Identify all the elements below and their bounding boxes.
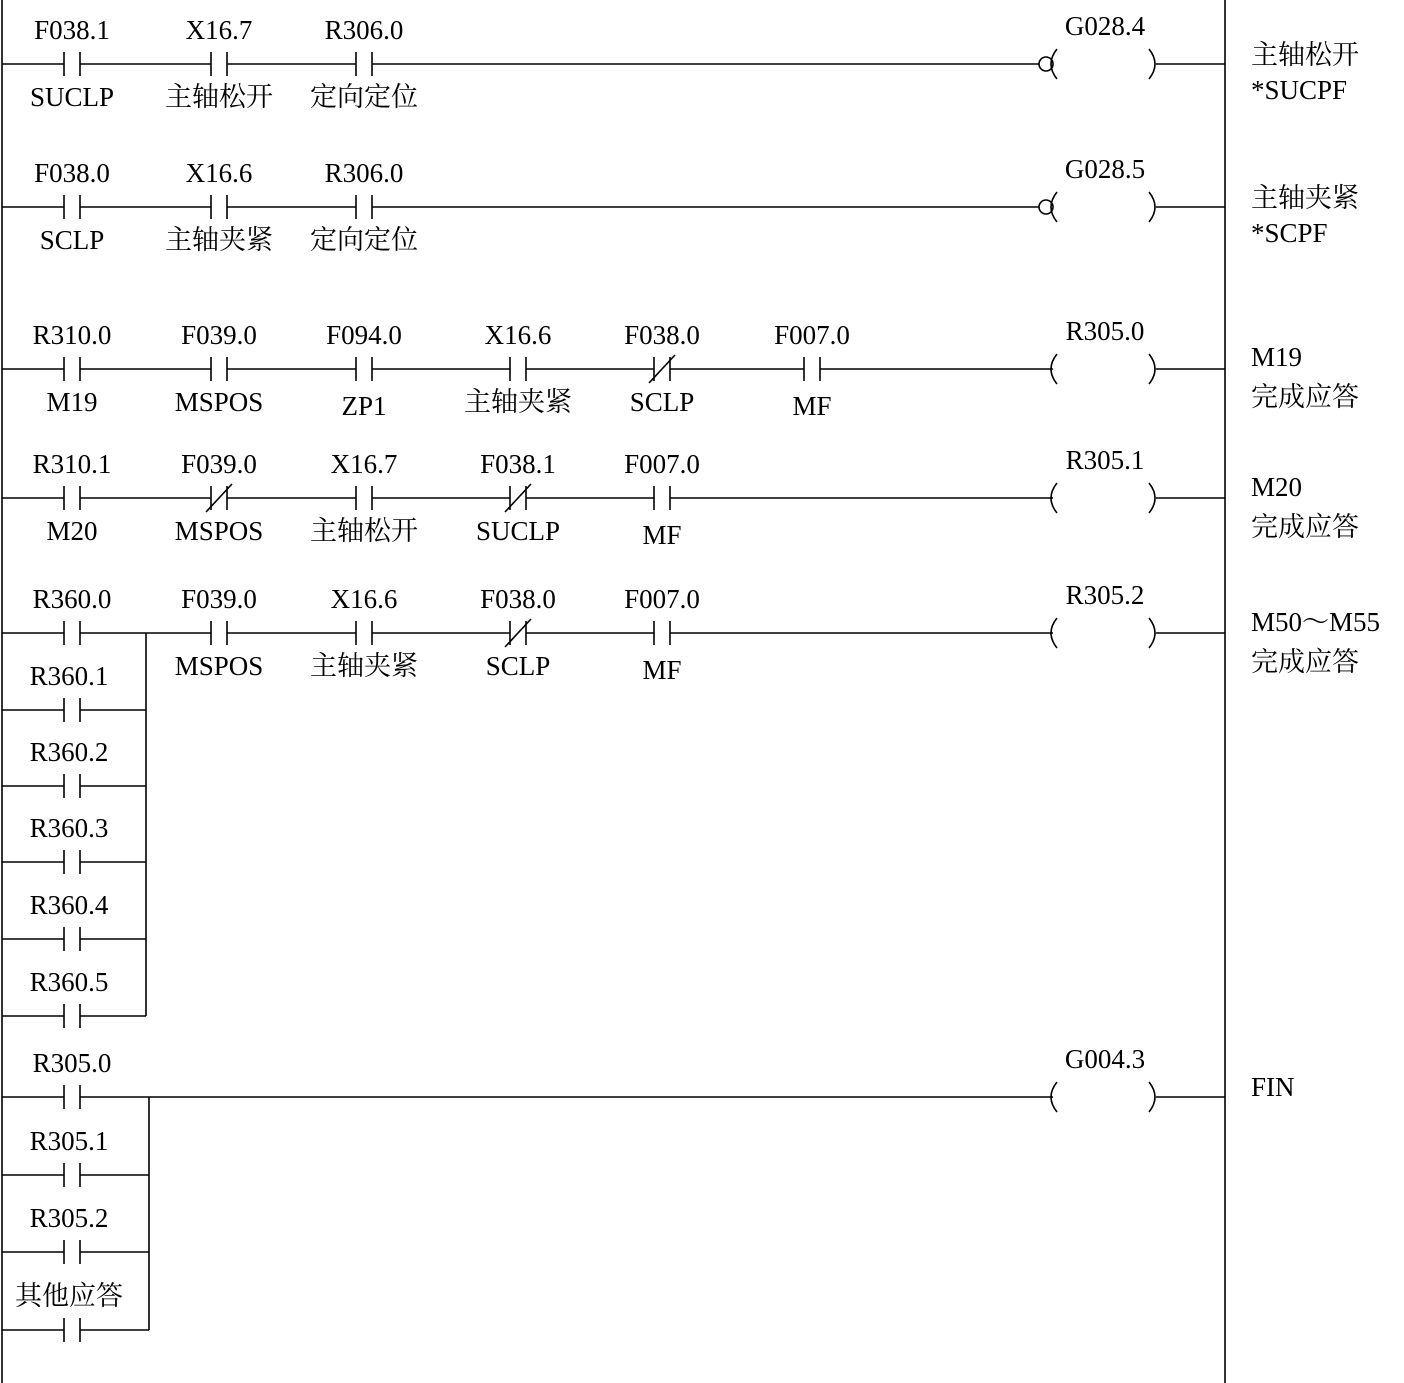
branch-contact-5-5 <box>64 1004 80 1028</box>
contact-address: F038.1 <box>480 449 556 479</box>
coil-address: G028.4 <box>1064 11 1146 41</box>
branch-contact-address: R305.2 <box>29 1203 109 1233</box>
contact-1-3 <box>356 52 372 76</box>
contact-address: F039.0 <box>181 320 257 350</box>
contact-label: 定向定位 <box>310 82 418 112</box>
contact-4-5 <box>654 486 670 510</box>
contact-label: 定向定位 <box>310 225 418 255</box>
contact-2-2 <box>211 195 227 219</box>
rung-description: 完成应答 <box>1251 382 1359 412</box>
rung-description: M20 <box>1251 472 1303 502</box>
contact-label: MF <box>642 655 682 685</box>
contact-address: F038.0 <box>480 584 556 614</box>
contact-address: X16.7 <box>185 15 253 45</box>
branch-contact-address: R360.3 <box>29 813 109 843</box>
branch-contact-5-1 <box>64 698 80 722</box>
rung-3 <box>2 316 1359 421</box>
coil-address: R305.1 <box>1065 445 1145 475</box>
contact-6-1 <box>64 1085 80 1109</box>
rung-description: *SUCPF <box>1251 75 1348 105</box>
branch-contact-address: R305.1 <box>29 1126 109 1156</box>
contact-address: R306.0 <box>324 158 404 188</box>
contact-address: F039.0 <box>181 584 257 614</box>
rung-4 <box>2 445 1359 550</box>
contact-address: X16.6 <box>330 584 398 614</box>
rung-6 <box>2 1044 1295 1342</box>
contact-2-1 <box>64 195 80 219</box>
contact-label: 主轴夹紧 <box>310 651 418 681</box>
contact-address: X16.6 <box>185 158 253 188</box>
contact-label: 主轴松开 <box>165 82 273 112</box>
rung-description: 主轴松开 <box>1251 40 1359 70</box>
contact-label: MF <box>792 391 832 421</box>
contact-1-1 <box>64 52 80 76</box>
contact-5-2 <box>211 621 227 645</box>
coil-address: R305.0 <box>1065 316 1145 346</box>
contact-label: MSPOS <box>174 387 264 417</box>
coil-address: R305.2 <box>1065 580 1145 610</box>
branch-contact-6-1 <box>64 1163 80 1187</box>
coil-2 <box>1039 192 1155 222</box>
contact-address: F039.0 <box>181 449 257 479</box>
coil-6 <box>1051 1082 1155 1112</box>
contact-address: R306.0 <box>324 15 404 45</box>
coil-4 <box>1051 483 1155 513</box>
branch-contact-5-2 <box>64 774 80 798</box>
contact-address: F007.0 <box>624 449 700 479</box>
contact-label: ZP1 <box>341 391 387 421</box>
rungs <box>2 11 1380 1342</box>
contact-label: 主轴松开 <box>310 516 418 546</box>
contact-label: MSPOS <box>174 651 264 681</box>
contact-address: R305.0 <box>32 1048 112 1078</box>
contact-label: M20 <box>46 516 98 546</box>
branch-contact-6-2 <box>64 1240 80 1264</box>
branch-contact-5-3 <box>64 850 80 874</box>
branch-contact-address: R360.5 <box>29 967 109 997</box>
branch-contact-address: R360.2 <box>29 737 109 767</box>
rung-5 <box>2 580 1380 1028</box>
contact-label: MSPOS <box>174 516 264 546</box>
coil-address: G004.3 <box>1064 1044 1146 1074</box>
rung-description: 完成应答 <box>1251 647 1359 677</box>
contact-label: M19 <box>46 387 98 417</box>
contact-1-2 <box>211 52 227 76</box>
coil-1 <box>1039 49 1155 79</box>
contact-5-1 <box>64 621 80 645</box>
branch-contact-address: R360.4 <box>29 890 109 920</box>
contact-address: F038.0 <box>624 320 700 350</box>
contact-label: 主轴夹紧 <box>165 225 273 255</box>
contact-4-1 <box>64 486 80 510</box>
contact-address: F038.1 <box>34 15 110 45</box>
contact-3-6 <box>804 357 820 381</box>
rung-1 <box>2 11 1359 112</box>
contact-5-5 <box>654 621 670 645</box>
contact-4-3 <box>356 486 372 510</box>
branch-contact-6-3 <box>64 1318 80 1342</box>
contact-3-1 <box>64 357 80 381</box>
contact-label: 主轴夹紧 <box>464 387 572 417</box>
contact-label: SUCLP <box>29 82 115 112</box>
rung-description: FIN <box>1251 1072 1295 1102</box>
contact-label: MF <box>642 520 682 550</box>
rung-description: *SCPF <box>1251 218 1328 248</box>
contact-address: F007.0 <box>774 320 850 350</box>
contact-5-3 <box>356 621 372 645</box>
contact-address: F094.0 <box>326 320 402 350</box>
contact-address: R310.0 <box>32 320 112 350</box>
coil-3 <box>1051 354 1155 384</box>
contact-label: SCLP <box>629 387 695 417</box>
contact-2-3 <box>356 195 372 219</box>
rung-2 <box>2 154 1359 255</box>
contact-3-3 <box>356 357 372 381</box>
coil-address: G028.5 <box>1064 154 1146 184</box>
contact-address: R360.0 <box>32 584 112 614</box>
contact-label: SCLP <box>485 651 551 681</box>
rung-description: M50～M55 <box>1251 607 1381 637</box>
contact-address: F038.0 <box>34 158 110 188</box>
contact-3-4 <box>510 357 526 381</box>
contact-address: R310.1 <box>32 449 112 479</box>
contact-label: SUCLP <box>475 516 561 546</box>
coil-5 <box>1051 618 1155 648</box>
branch-contact-5-4 <box>64 927 80 951</box>
contact-3-2 <box>211 357 227 381</box>
contact-address: X16.7 <box>330 449 398 479</box>
branch-contact-address: 其他应答 <box>15 1281 123 1311</box>
rung-description: M19 <box>1251 342 1303 372</box>
contact-address: X16.6 <box>484 320 552 350</box>
rung-description: 完成应答 <box>1251 512 1359 542</box>
rung-description: 主轴夹紧 <box>1251 183 1359 213</box>
branch-contact-address: R360.1 <box>29 661 109 691</box>
contact-label: SCLP <box>39 225 105 255</box>
contact-address: F007.0 <box>624 584 700 614</box>
